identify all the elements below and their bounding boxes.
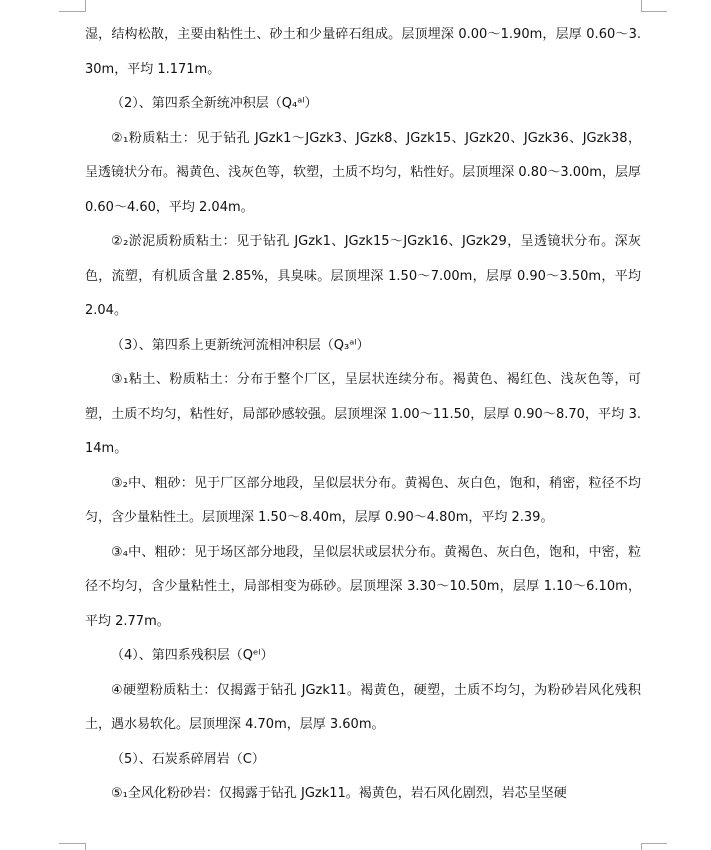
section-heading-quaternary-residual: （4）、第四系残积层（Qᵉˡ） xyxy=(111,648,274,663)
section-heading-carboniferous: （5）、石炭系碎屑岩（C） xyxy=(111,751,265,767)
paragraph-layer-3-2: ③₂中、粗砂：见于厂区部分地段，呈似层状分布。黄褐色、灰白色，饱和，稍密，粒径不均匀，含少量粘性土。层顶埋深 1.50～8.40m，层厚 0.90～4.80m，平均 2.39。 xyxy=(85,475,641,525)
crop-mark-top-left-h xyxy=(59,11,85,12)
paragraph-layer-5-1: ⑤₁全风化粉砂岩：仅揭露于钻孔 JGzk11。褐黄色，岩石风化剧烈，岩芯呈坚硬 xyxy=(111,786,567,801)
crop-mark-top-left-v xyxy=(85,0,86,12)
crop-mark-bottom-left-v xyxy=(85,843,86,850)
paragraph-layer-3-1: ③₁粘土、粉质粘土：分布于整个厂区，呈层状连续分布。褐黄色、褐红色、浅灰色等，可塑，土质不均匀，粘性好，局部砂感较强。层顶埋深 1.00～11.50，层厚 0.90～8.70，平均 3.14m。 xyxy=(85,372,641,456)
crop-mark-bottom-right-v xyxy=(641,843,642,850)
paragraph-layer-2-2: ②₂淤泥质粉质粘土：见于钻孔 JGzk1、JGzk15～JGzk16、JGzk29，呈透镜状分布。深灰色，流塑，有机质含量 2.85%，具臭味。层顶埋深 1.50～7.00m，层厚 0.90～3.50m，平均 2.04。 xyxy=(85,234,641,318)
section-heading-quaternary-upper-pleistocene: （3）、第四系上更新统河流相冲积层（Q₃ᵃˡ） xyxy=(111,337,370,353)
document-body xyxy=(85,18,641,812)
paragraph-layer-3-4: ③₄中、粗砂：见于场区部分地段，呈似层状或层状分布。黄褐色、灰白色，饱和，中密，粒径不均匀，含少量粘性土，局部相变为砾砂。层顶埋深 3.30～10.50m，层厚 1.10～6.10m，平均 2.77m。 xyxy=(85,544,641,629)
crop-mark-top-right-v xyxy=(641,0,642,12)
crop-mark-top-right-h xyxy=(641,11,667,12)
crop-mark-bottom-right-h xyxy=(641,843,667,844)
crop-mark-bottom-left-h xyxy=(59,843,85,844)
paragraph-layer-2-1: ②₁粉质粘土：见于钻孔 JGzk1～JGzk3、JGzk8、JGzk15、JGzk20、JGzk36、JGzk38，呈透镜状分布。褐黄色、浅灰色等，软塑，土质不均匀，粘性好。层顶埋深 0.80～3.00m，层厚 0.60～4.60，平均 2.04m。 xyxy=(85,130,641,215)
paragraph-layer-4: ④硬塑粉质粘土：仅揭露于钻孔 JGzk11。褐黄色，硬塑，土质不均匀，为粉砂岩风化残积土，遇水易软化。层顶埋深 4.70m，层厚 3.60m。 xyxy=(85,682,641,732)
paragraph-continuation: 湿，结构松散，主要由粘性土、砂土和少量碎石组成。层顶埋深 0.00～1.90m，层厚 0.60～3.30m，平均 1.171m。 xyxy=(85,27,641,77)
section-heading-quaternary-holocene: （2）、第四系全新统冲积层（Q₄ᵃˡ） xyxy=(111,96,318,111)
